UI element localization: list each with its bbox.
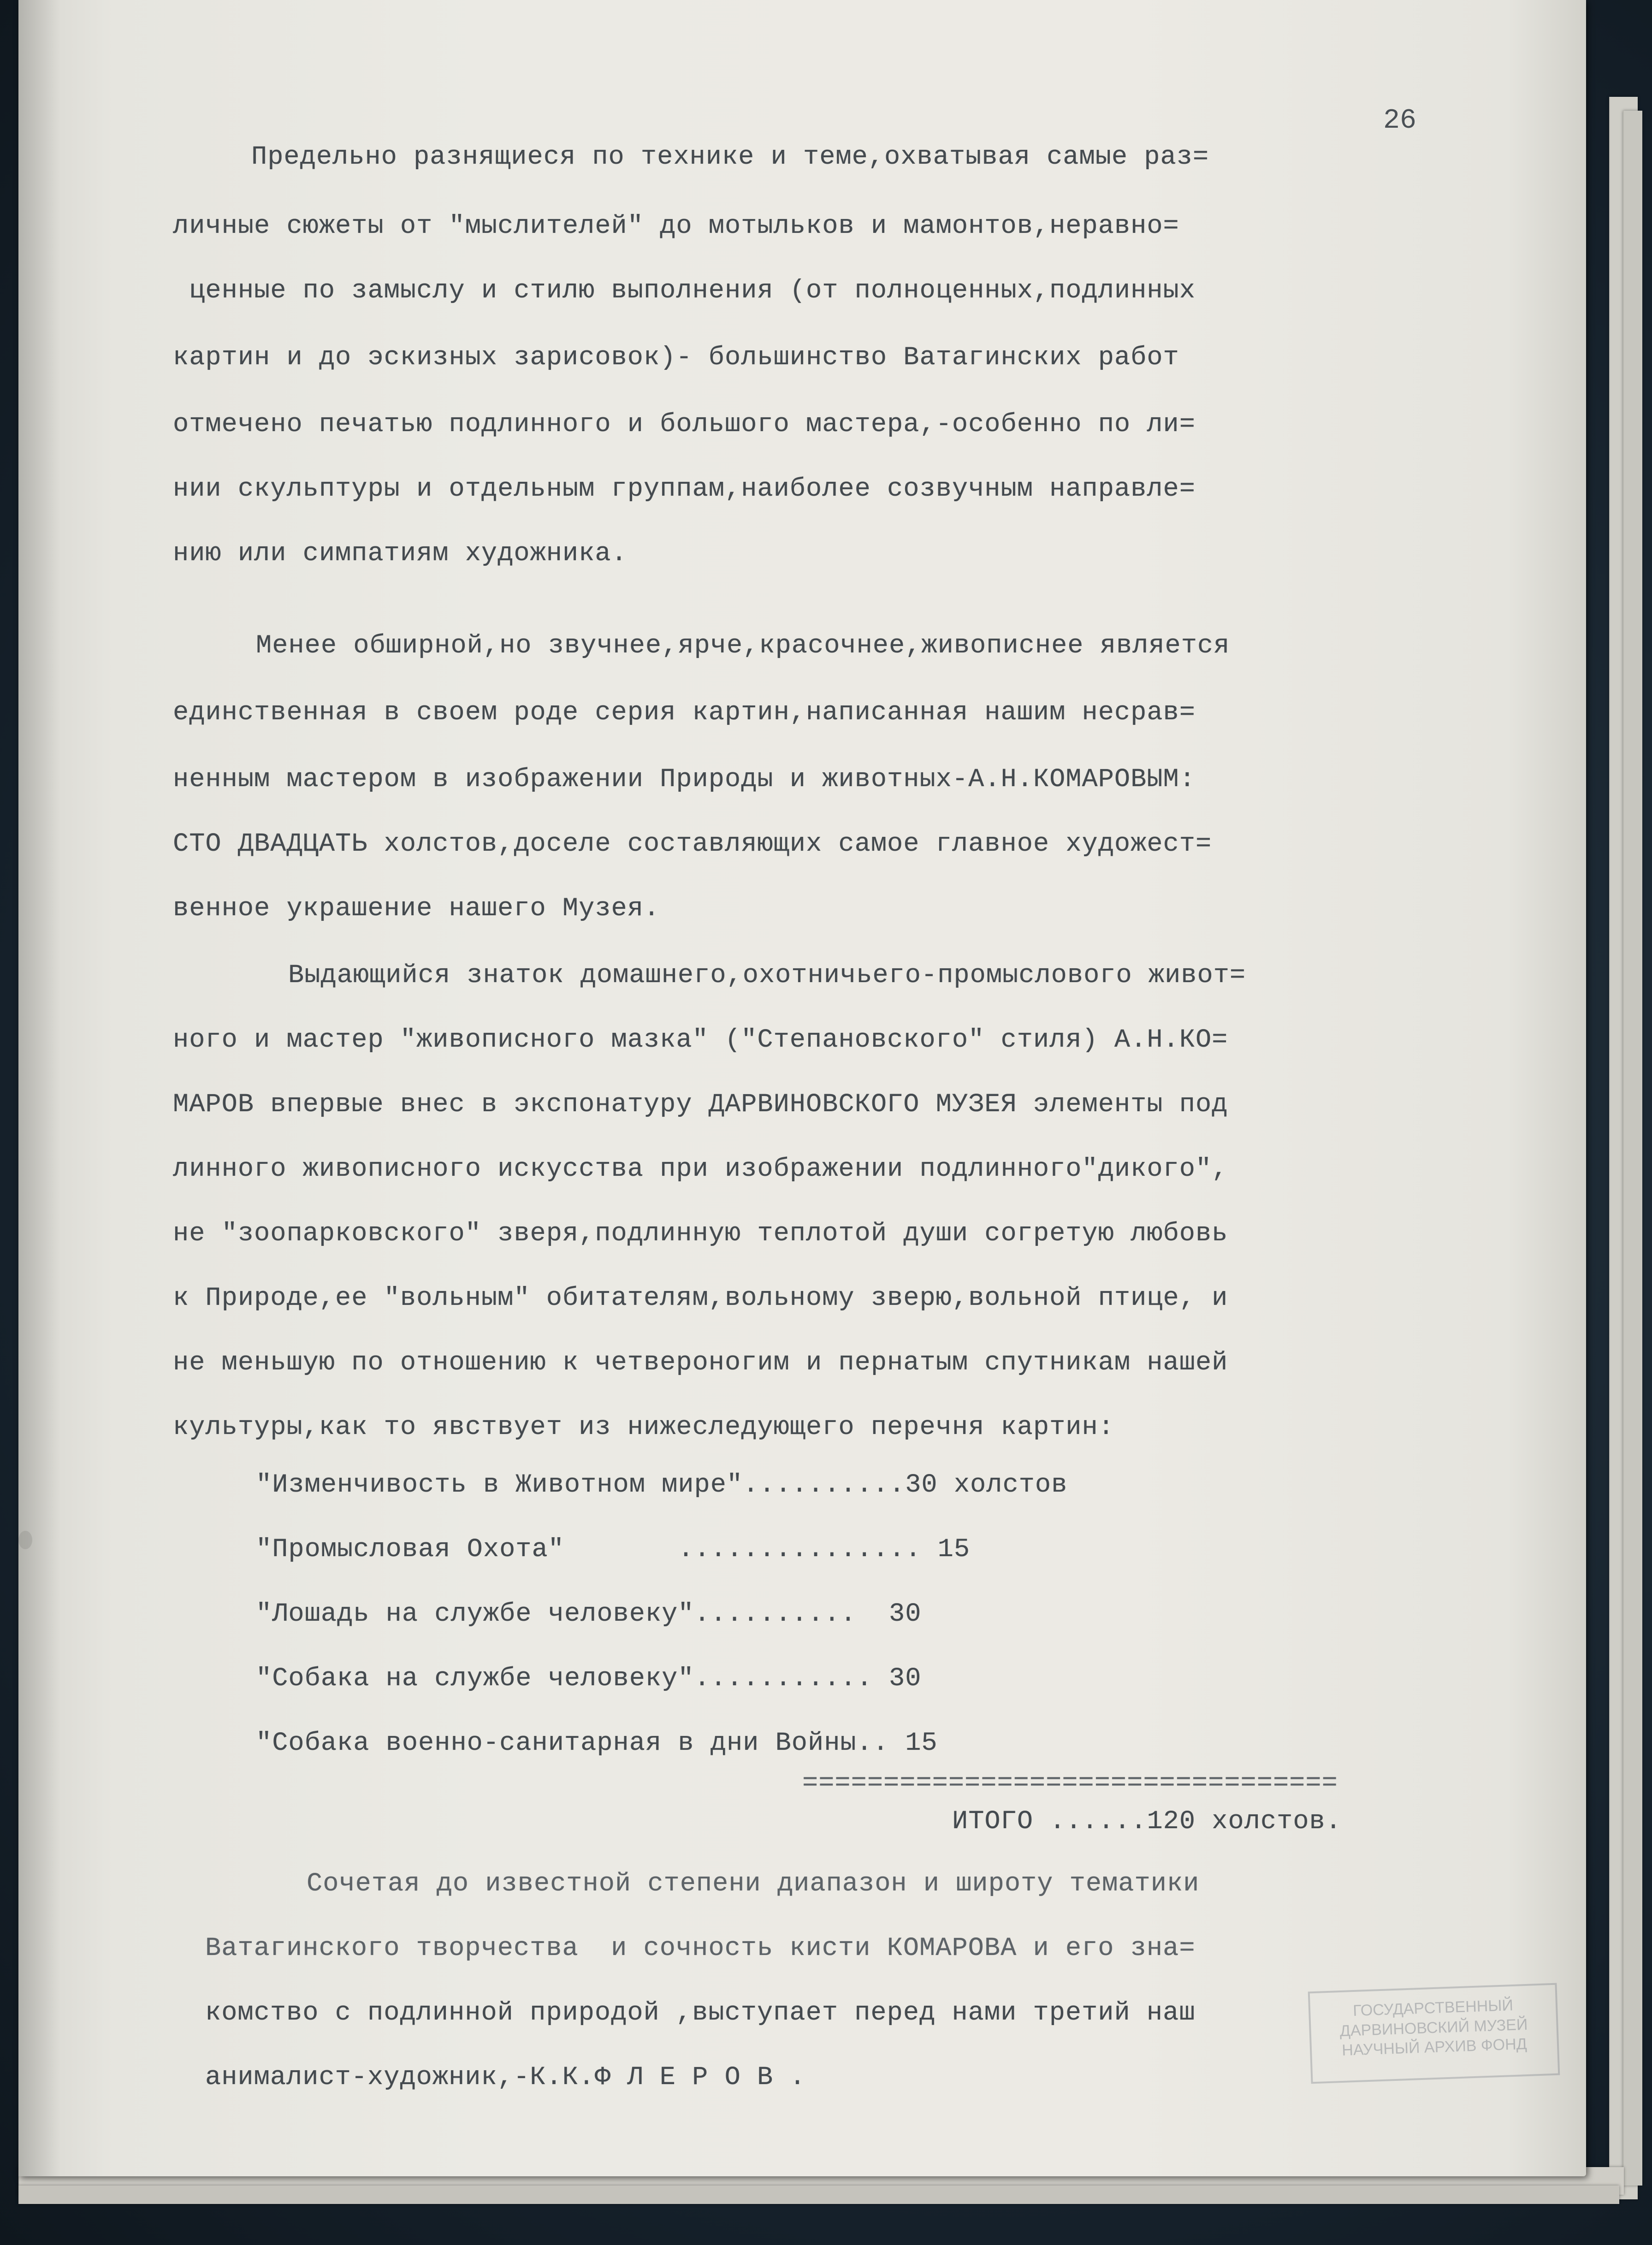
stamp-line: ДАРВИНОВСКИЙ МУЗЕЙ [1339,2015,1528,2040]
text-line: нию или симпатиям художника. [173,539,628,569]
text-line: анималист-художник,-К.К.Ф Л Е Р О В . [205,2063,806,2092]
total-line: ИТОГО ......120 холстов. [952,1807,1342,1836]
stamp-line: НАУЧНЫЙ АРХИВ ФОНД [1341,2035,1528,2059]
text-line: Сочетая до известной степени диапазон и широту тематики [307,1869,1200,1899]
list-item: "Собака на службе человеку"........... 30 [256,1664,922,1694]
total-separator: ================================= [802,1769,1338,1798]
list-item: "Собака военно-санитарная в дни Войны.. 15 [256,1729,938,1758]
text-line: ценные по замыслу и стилю выполнения (от полноценных,подлинных [173,276,1196,306]
text-line: Выдающийся знаток домашнего,охотничьего-промыслового живот= [288,961,1246,990]
text-line: СТО ДВАДЦАТЬ холстов,доселе составляющих самое главное художест= [173,829,1212,859]
text-line: Предельно разнящиеся по технике и теме,охватывая самые раз= [251,142,1209,172]
text-line: культуры,как то явствует из нижеследующего перечня картин: [173,1413,1114,1442]
text-line: к Природе,ее "вольным" обитателям,вольному зверю,вольной птице, и [173,1284,1228,1313]
page-fold-mark [18,1531,32,1549]
text-line: личные сюжеты от "мыслителей" до мотыльков и мамонтов,неравно= [173,212,1179,241]
text-line: Менее обширной,но звучнее,ярче,красочнее,живописнее является [256,631,1230,661]
page-number: 26 [1383,105,1417,136]
underlying-sheet [18,2186,1619,2204]
text-line: линного живописного искусства при изображении подлинного"дикого", [173,1155,1228,1184]
text-line: венное украшение нашего Музея. [173,894,660,924]
text-line: не "зоопарковского" зверя,подлинную теплотой души согретую любовь [173,1219,1228,1249]
archive-stamp [1308,1983,1560,2084]
underlying-sheet [1623,111,1642,2186]
text-line: ненным мастером в изображении Природы и животных-А.Н.КОМАРОВЫМ: [173,765,1196,794]
list-item: "Лошадь на службе человеку".......... 30 [256,1599,922,1629]
text-line: отмечено печатью подлинного и большого мастера,-особенно по ли= [173,410,1196,439]
text-line: МАРОВ впервые внес в экспонатуру ДАРВИНОВСКОГО МУЗЕЯ элементы под [173,1090,1228,1120]
page-edge-shadow [18,0,60,2176]
text-line: картин и до эскизных зарисовок)- большинство Ватагинских работ [173,343,1179,373]
text-line: не меньшую по отношению к четвероногим и пернатым спутникам нашей [173,1348,1228,1378]
text-line: Ватагинского творчества и сочность кисти КОМАРОВА и его зна= [205,1934,1196,1963]
text-line: комство с подлинной природой ,выступает перед нами третий наш [205,1998,1196,2028]
text-line: ного и мастер "живописного мазка" ("Степановского" стиля) А.Н.КО= [173,1025,1228,1055]
list-item: "Промысловая Охота" ............... 15 [256,1535,971,1564]
stamp-line: ГОСУДАРСТВЕННЫЙ [1352,1996,1514,2020]
document-page [18,0,1586,2176]
text-line: нии скульптуры и отдельным группам,наиболее созвучным направле= [173,474,1196,504]
list-item: "Изменчивость в Животном мире"..........30 холстов [256,1470,1068,1500]
text-line: единственная в своем роде серия картин,написанная нашим несрав= [173,698,1196,728]
